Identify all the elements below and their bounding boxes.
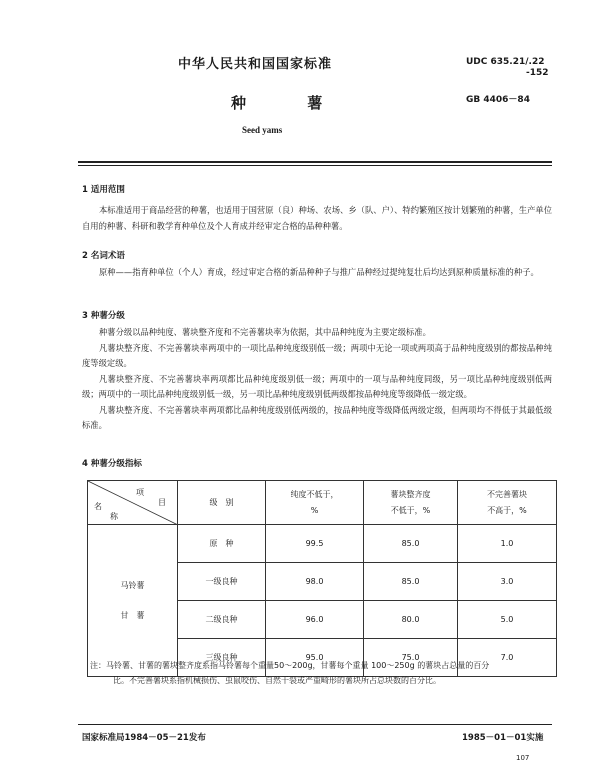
- section-3-paragraph-2: 凡薯块整齐度、不完善薯块率两项中的一项比品种纯度级别低一级；两项中无论一项或两项高于品种纯度级别的都按品种纯度等级定级。: [82, 342, 552, 368]
- col-header-uniformity-line-2: 不低于，%: [390, 505, 431, 515]
- section-3-body: [82, 325, 552, 434]
- crop-name-potato: 马铃薯: [120, 580, 145, 590]
- col-header-imperfect-line-1: 不完善薯块: [487, 489, 527, 499]
- table-note: [90, 658, 560, 688]
- table-header-row: [88, 481, 557, 525]
- section-3-paragraph-4: 凡薯块整齐度、不完善薯块率两项都比品种纯度级别低两级的，按品种纯度等级降低两级定级，但两项均不得低于其最低级标准。: [82, 404, 552, 430]
- purity-cell: 99.5: [266, 525, 364, 563]
- section-3-heading: 3 种薯分级: [82, 311, 125, 321]
- udc-line-1: UDC 635.21/.22: [466, 57, 545, 67]
- table-row: [88, 525, 557, 563]
- table-corner-cell: [88, 481, 178, 525]
- uniformity-cell: 85.0: [364, 563, 458, 601]
- crop-name-sweet-potato: 甘 薯: [120, 610, 145, 620]
- col-header-uniformity: [364, 481, 458, 525]
- section-1-heading: 1 适用范围: [82, 185, 125, 195]
- header-divider-thin: [78, 165, 552, 166]
- section-2-body: [82, 265, 552, 281]
- col-header-purity-line-1: 纯度不低于，: [290, 489, 339, 499]
- purity-cell: 98.0: [266, 563, 364, 601]
- col-header-imperfect: [458, 481, 557, 525]
- main-title: 种 薯: [231, 94, 351, 112]
- col-header-purity-line-2: %: [310, 505, 319, 515]
- imperfect-cell: 7.0: [458, 639, 557, 677]
- standard-title: 中华人民共和国国家标准: [178, 57, 333, 72]
- section-1-body: [82, 203, 552, 234]
- header-divider: [78, 161, 552, 163]
- section-1-paragraph: 本标准适用于商品经营的种薯，也适用于国营原（良）种场、农场、乡（队、户）、特约繁殖区按计划繁殖的种薯，生产单位自用的种薯、科研和教学育种单位及个人育成并经审定合格的品种种薯。: [82, 205, 552, 231]
- crop-names-cell: [88, 525, 178, 677]
- grade-cell: 一级良种: [178, 563, 266, 601]
- footer-divider: [78, 724, 552, 725]
- grade-cell: 原 种: [178, 525, 266, 563]
- uniformity-cell: 85.0: [364, 525, 458, 563]
- purity-cell: 96.0: [266, 601, 364, 639]
- col-header-imperfect-line-2: 不高于，%: [487, 505, 527, 515]
- imperfect-cell: 3.0: [458, 563, 557, 601]
- col-header-purity: [266, 481, 364, 525]
- udc-code: [466, 57, 549, 79]
- grade-cell: 二级良种: [178, 601, 266, 639]
- section-4-heading: 4 种薯分级指标: [82, 459, 142, 469]
- section-3-paragraph-1: 种薯分级以品种纯度、薯块整齐度和不完善薯块率为依据，其中品种纯度为主要定级标准。: [99, 327, 431, 337]
- imperfect-cell: 5.0: [458, 601, 557, 639]
- note-line-2: 比。不完善薯块系指机械损伤、虫鼠咬伤、自然干裂或严重畸形的薯块所占总块数的百分比。: [113, 676, 441, 685]
- section-2-paragraph: 原种——指育种单位（个人）育成，经过审定合格的新品种种子与推广品种经过提纯复壮后均达到原种质量标准的种子。: [99, 267, 539, 277]
- page-number: 107: [516, 754, 530, 762]
- purity-cell: 95.0: [266, 639, 364, 677]
- note-line-1: 注：马铃薯、甘薯的薯块整齐度系指马铃薯每个重量50～200g，甘薯每个重量 100～250g 的薯块占总量的百分: [90, 661, 490, 670]
- corner-label-cheng: 称: [110, 512, 118, 521]
- english-title: Seed yams: [242, 125, 283, 135]
- uniformity-cell: 75.0: [364, 639, 458, 677]
- section-2-heading: 2 名词术语: [82, 251, 125, 261]
- gb-number: GB 4406－84: [466, 95, 530, 105]
- effective-date: 1985－01－01实施: [462, 733, 544, 743]
- section-3-paragraph-3: 凡薯块整齐度、不完善薯块率两项都比品种纯度级别低一级；两项中的一项与品种纯度同级，另一项比品种纯度级别低两级；两项中的一项比品种纯度级别低一级，另一项比品种纯度级别低两级都按品种纯度等级降低一级定级。: [82, 373, 552, 399]
- issuer-line: 国家标准局1984－05－21发布: [82, 733, 206, 743]
- imperfect-cell: 1.0: [458, 525, 557, 563]
- corner-label-mu: 目: [158, 498, 166, 507]
- seed-grade-table: [87, 480, 557, 677]
- col-header-grade: 级 别: [178, 481, 266, 525]
- grade-cell: 三级良种: [178, 639, 266, 677]
- corner-label-ming: 名: [94, 502, 102, 511]
- uniformity-cell: 80.0: [364, 601, 458, 639]
- corner-label-xiang: 项: [136, 488, 144, 497]
- col-header-uniformity-line-1: 薯块整齐度: [390, 489, 431, 499]
- udc-line-2: -152: [526, 68, 549, 78]
